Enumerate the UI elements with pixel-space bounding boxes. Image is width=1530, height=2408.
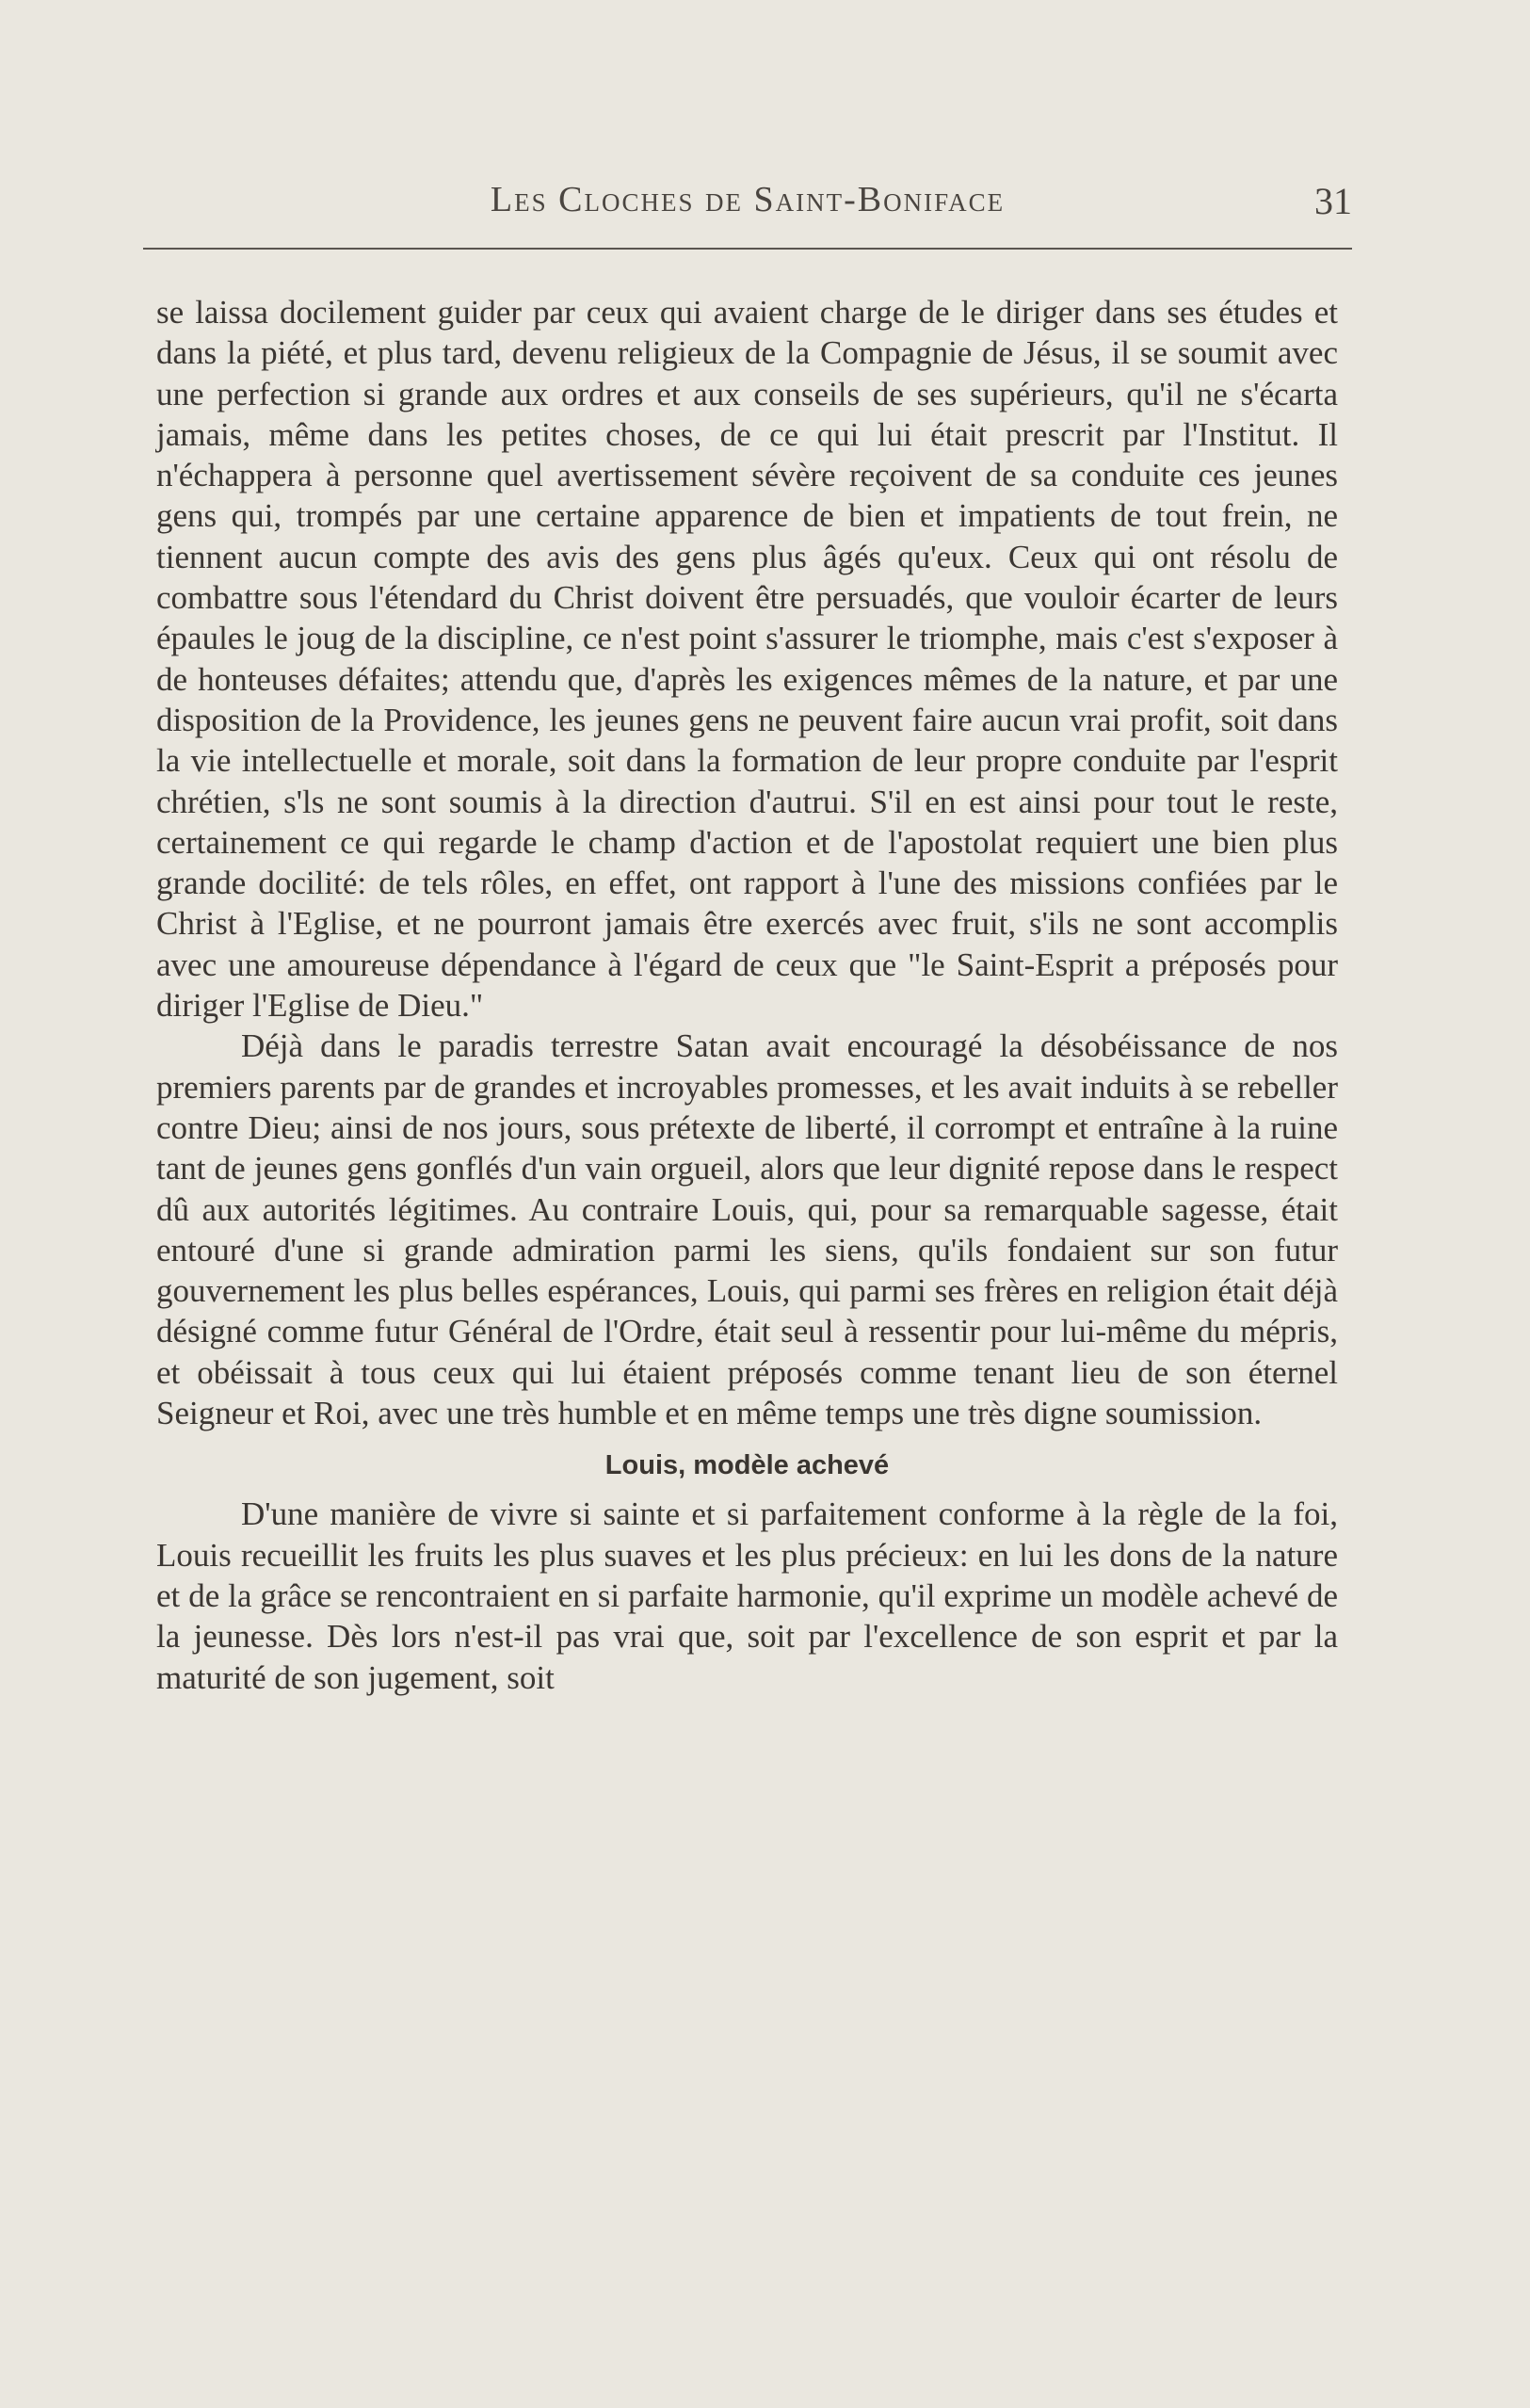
page-number: 31 [1314,180,1352,222]
page-header [143,170,1352,226]
header-divider [143,248,1352,250]
paragraph-3: D'une manière de vivre si sainte et si parfaitement conforme à la règle de la foi, Louis recueillit les fruits les plus suaves et les plus précieux: en lui les dons de la nature et de la grâce se rencontraient en si parfaite harmonie, qu'il exprime un modèle achevé de la jeunesse. Dès lors n'est-il pas vrai que, soit par l'excellence de son esprit et par la maturité de son jugement, soit [156,1495,1338,1696]
section-heading: Louis, modèle achevé [604,1450,890,1481]
paragraph-1: se laissa docilement guider par ceux qui avaient charge de le diriger dans ses études et dans la piété, et plus tard, devenu religieux de la Compagnie de Jésus, il se soumit avec une perfection si grande aux ordres et aux conseils de ses supérieurs, qu'il ne s'écarta jamais, même dans les petites choses, de ce qui lui était prescrit par l'Institut. Il n'échappera à personne quel avertissement sévère reçoivent de sa conduite ces jeunes gens qui, trompés par une certaine apparence de bien et impatients de tout frein, ne tiennent aucun compte des avis des gens plus âgés qu'eux. Ceux qui ont résolu de combattre sous l'étendard du Christ doivent être persuadés, que vouloir écarter de leurs épaules le joug de la discipline, ce n'est point s'assurer le triomphe, mais c'est s'exposer à de honteuses défaites; attendu que, d'après les exigences mêmes de la nature, et par une disposition de la Providence, les jeunes gens ne peuvent faire aucun vrai profit, soit dans la vie intellectuelle et morale, soit dans la formation de leur propre conduite par l'esprit chrétien, s'ls ne sont soumis à la direction d'autrui. S'il en est ainsi pour tout le reste, certainement ce qui regarde le champ d'action et de l'apostolat requiert une bien plus grande docilité: de tels rôles, en effet, ont rapport à l'une des missions confiées par le Christ à l'Eglise, et ne pourront jamais être exercés avec fruit, s'ils ne sont accomplis avec une amoureuse dépendance à l'égard de ceux que "le Saint-Esprit a préposés pour diriger l'Eglise de Dieu." [156,294,1338,1025]
running-title: Les Cloches de Saint-Boniface [490,180,1006,219]
paragraph-2: Déjà dans le paradis terrestre Satan avait encouragé la désobéissance de nos premiers parents par de grandes et incroyables promesses, et les avait induits à se rebeller contre Dieu; ainsi de nos jours, sous prétexte de liberté, il corrompt et entraîne à la ruine tant de jeunes gens gonflés d'un vain orgueil, alors que leur dignité repose dans le respect dû aux autorités légitimes. Au contraire Louis, qui, pour sa remarquable sagesse, était entouré d'une si grande admiration parmi les siens, qu'ils fondaient sur son futur gouvernement les plus belles espérances, Louis, qui parmi ses frères en religion était déjà désigné comme futur Général de l'Ordre, était seul à ressentir pour lui-même du mépris, et obéissait à tous ceux qui lui étaient préposés comme tenant lieu de son éternel Seigneur et Roi, avec une très humble et en même temps une très digne soumission. [156,1027,1338,1432]
body-text [156,292,1338,1698]
